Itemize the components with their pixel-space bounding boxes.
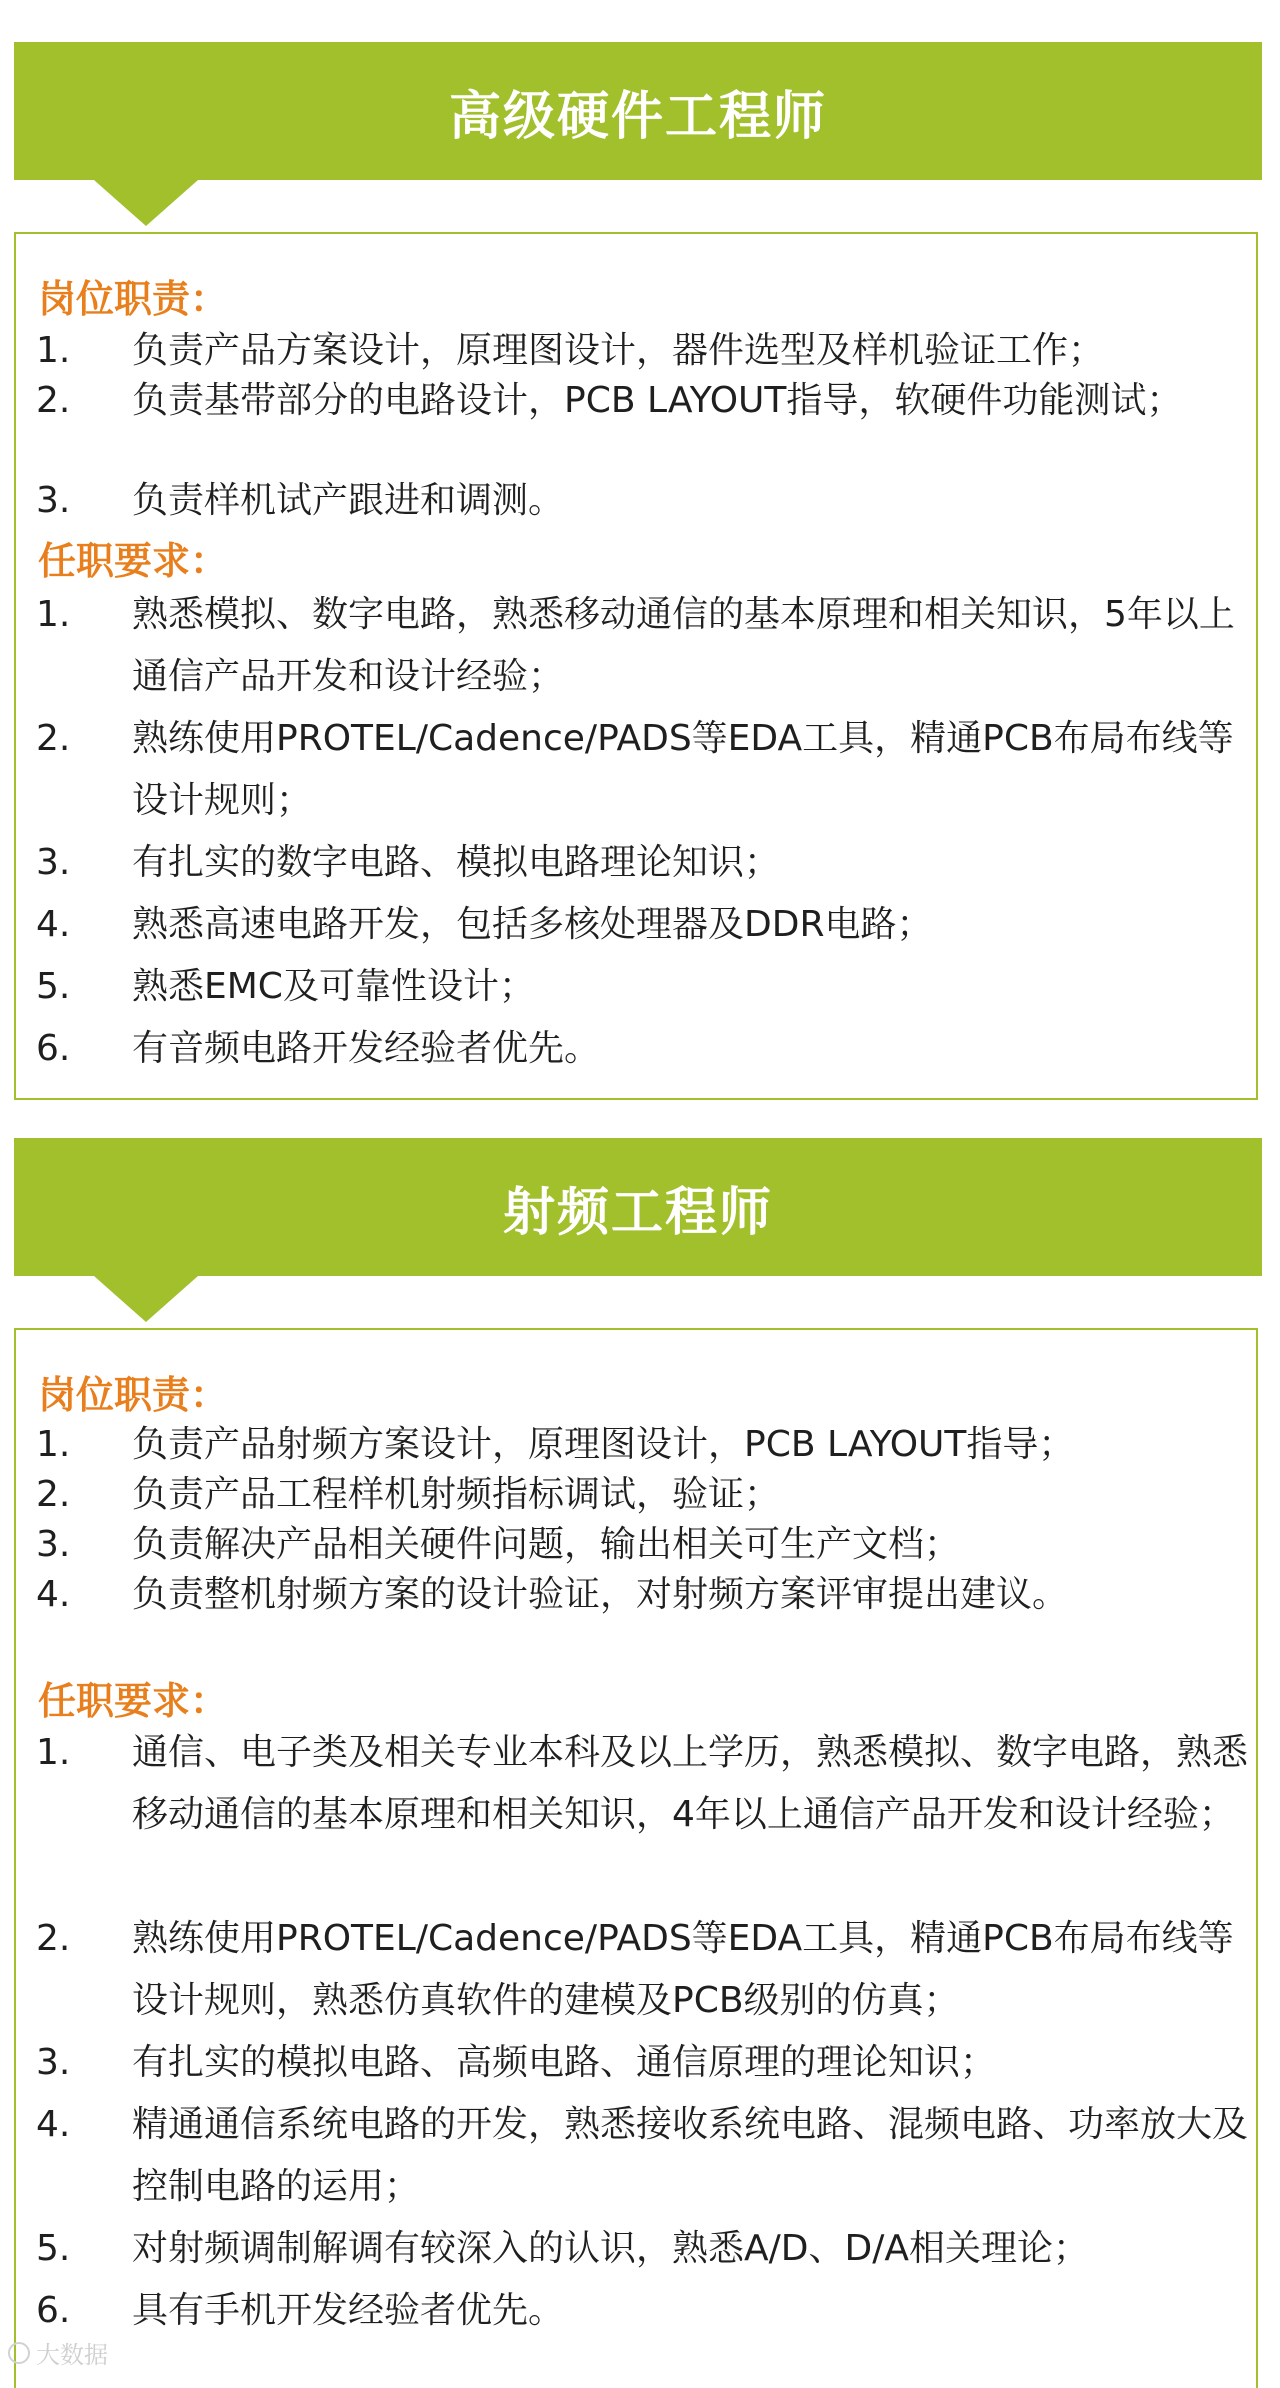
item-text: 负责产品射频方案设计，原理图设计，PCB LAYOUT指导； [132,1424,1075,1465]
section-title: 高级硬件工程师 [448,86,827,147]
item-text: 负责整机射频方案的设计验证，对射频方案评审提出建议。 [132,1574,1069,1615]
item-number: 5. [36,2228,71,2269]
list-item [36,1570,1248,1620]
item-number: 1. [36,1424,71,1465]
item-number: 4. [36,1574,71,1615]
watermark-text: 大数据 [36,2341,108,2369]
list-item [36,1520,1248,1570]
list-item [36,2094,1248,2218]
section-banner [14,42,1262,180]
item-number: 3. [36,480,71,521]
item-text: 对射频调制解调有较深入的认识，熟悉A/D、D/A相关理论； [132,2228,1089,2269]
list-item [36,476,1248,526]
list-item [36,1018,1248,1080]
banner-pointer [94,180,198,226]
list-item [36,1908,1248,2032]
item-number: 2. [36,380,71,421]
item-number: 1. [36,330,71,371]
list-item [36,2280,1248,2342]
item-text: 负责样机试产跟进和调测。 [132,480,565,521]
item-text: 具有手机开发经验者优先。 [132,2290,565,2331]
list-item [36,2218,1248,2280]
list-item [36,2032,1248,2094]
item-number: 2. [36,718,71,759]
item-text: 负责解决产品相关硬件问题，输出相关可生产文档； [132,1524,961,1565]
item-number: 1. [36,594,71,635]
duties-heading: 岗位职责： [38,277,229,321]
item-text: 熟悉EMC及可靠性设计； [132,966,535,1007]
item-number: 3. [36,842,71,883]
job-card [14,1328,1258,2388]
item-number: 6. [36,2290,71,2331]
watermark-icon [8,2342,30,2364]
item-number: 3. [36,2042,71,2083]
item-text: 有音频电路开发经验者优先。 [132,1028,601,1069]
banner-pointer [94,1276,198,1322]
job-card [14,232,1258,1100]
item-text: 负责基带部分的电路设计，PCB LAYOUT指导，软硬件功能测试； [132,380,1183,421]
list-item [36,326,1248,376]
section-banner [14,1138,1262,1276]
item-text: 熟悉模拟、数字电路，熟悉移动通信的基本原理和相关知识，5年以上通信产品开发和设计经验； [132,594,1235,697]
watermark [8,2335,108,2370]
list-item [36,832,1248,894]
list-item [36,956,1248,1018]
item-text: 通信、电子类及相关专业本科及以上学历，熟悉模拟、数字电路，熟悉移动通信的基本原理和相关知识，4年以上通信产品开发和设计经验； [132,1732,1249,1835]
item-number: 6. [36,1028,71,1069]
item-text: 熟练使用PROTEL/Cadence/PADS等EDA工具，精通PCB布局布线等设计规则，熟悉仿真软件的建模及PCB级别的仿真； [132,1918,1234,2021]
list-item [36,894,1248,956]
item-number: 1. [36,1732,71,1773]
list-item [36,1470,1248,1520]
item-text: 负责产品工程样机射频指标调试，验证； [132,1474,781,1515]
item-text: 有扎实的数字电路、模拟电路理论知识； [132,842,781,883]
item-text: 负责产品方案设计，原理图设计，器件选型及样机验证工作； [132,330,1105,371]
item-number: 4. [36,2104,71,2145]
item-number: 3. [36,1524,71,1565]
list-item [36,584,1248,708]
list-item [36,1722,1248,1846]
item-number: 2. [36,1474,71,1515]
list-item [36,1420,1248,1470]
item-text: 熟练使用PROTEL/Cadence/PADS等EDA工具，精通PCB布局布线等设计规则； [132,718,1234,821]
section-title: 射频工程师 [502,1182,773,1243]
item-number: 5. [36,966,71,1007]
list-item [36,376,1248,426]
item-text: 熟悉高速电路开发，包括多核处理器及DDR电路； [132,904,933,945]
item-number: 2. [36,1918,71,1959]
item-number: 4. [36,904,71,945]
item-text: 精通通信系统电路的开发，熟悉接收系统电路、混频电路、功率放大及控制电路的运用； [132,2104,1249,2207]
item-text: 有扎实的模拟电路、高频电路、通信原理的理论知识； [132,2042,997,2083]
list-item [36,708,1248,832]
duties-heading: 岗位职责： [38,1373,229,1417]
requirements-heading: 任职要求： [38,539,229,583]
requirements-heading: 任职要求： [38,1679,229,1723]
